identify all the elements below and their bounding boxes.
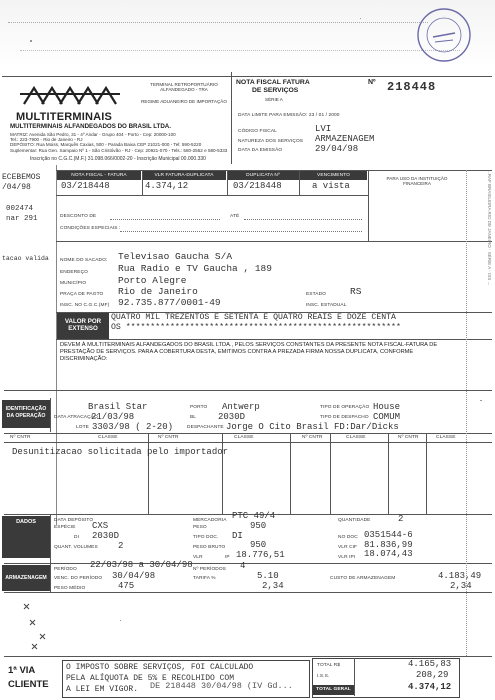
peso-medio: 475 [118, 581, 135, 591]
dados-side-label: DADOS [2, 516, 50, 558]
lote-label: LOTE [76, 425, 89, 430]
sacado-municipio-label: MUNICÍPIO [60, 281, 87, 286]
sacado-municipio: Porto Alegre [118, 275, 187, 286]
operacao-navio: Brasil Star [88, 402, 148, 412]
nota-limit: DATA LIMITE PARA EMISSÃO: 23 / 01 / 2000 [238, 113, 340, 118]
tarifa: 5.10 [257, 571, 279, 581]
sacado-praca: Rio de Janeiro [118, 286, 198, 297]
nota-number: 218448 [387, 80, 437, 94]
tipo-despacho: COMUM [373, 412, 401, 422]
codigo-label: CÓDIGO FISCAL [238, 129, 277, 134]
bl-value: 2030D [218, 412, 246, 422]
quant-volumes: 2 [118, 541, 124, 551]
left-edge-numbers: 002474 nar 291 [6, 205, 38, 223]
sacado-nome: Televisao Gaucha S/A [118, 251, 233, 262]
total-geral: 4.374,12 [408, 682, 452, 692]
total-geral-label: TOTAL GERAL [313, 685, 354, 695]
mercadoria-label: MERCADORIA [193, 518, 227, 523]
sacado-endereco-label: ENDEREÇO [60, 270, 88, 275]
armazenagem-side-label: ARMAZENAGEM [2, 565, 50, 591]
periodo: 22/03/98 a 30/04/98 [90, 560, 193, 570]
sacado-insc-estadual-label: INSC. ESTADUAL [306, 303, 347, 308]
atracacao-label: DATA ATRACAÇÃO [54, 415, 98, 420]
vlr-ip: 18.776,51 [236, 550, 285, 560]
data-deposito-label: DATA DEPÓSITO [54, 518, 94, 523]
tarifa-2: 2,34 [262, 581, 284, 591]
tipo-operacao: House [373, 402, 401, 412]
despachante: Jorge O Cito Brasil FD:Dar/Dicks [226, 422, 399, 432]
especie: CXS [92, 521, 109, 531]
office-stamp [415, 6, 473, 64]
sacado-estado-label: ESTADO [306, 292, 326, 297]
left-edge-stamp: tacao valida [2, 255, 49, 262]
nota-serie: SÉRIE A [265, 97, 283, 102]
vlr-ipi-label: VLR IPI [338, 555, 356, 560]
codigo-value: LVI [315, 124, 332, 134]
tipo-operacao-label: TIPO DE OPERAÇÃO [320, 405, 370, 410]
emissao-value: 29/04/98 [315, 144, 359, 154]
emissao-label: DATA DA EMISSÃO [238, 148, 283, 153]
extenso-label: VALOR POR EXTENSO [57, 313, 109, 339]
condicoes-label: CONDIÇÕES ESPECIAIS : [60, 226, 121, 231]
lote: 3303/98 ( 2-20) [92, 422, 174, 432]
vlr-cif-label: VLR CIF [338, 545, 358, 550]
overprint-text: DE 218448 30/04/98 (IV Gd... [150, 681, 293, 691]
tipo-despacho-label: TIPO DE DESPACHO [320, 415, 369, 420]
periodo-label: PERÍODO [54, 567, 77, 572]
vlr-label: VLR [193, 555, 203, 560]
operacao-porto: Antwerp [222, 402, 260, 412]
peso-medio-label: PESO MÉDIO [54, 586, 86, 591]
sacado-cgc-label: INSC. NO C.G.C.(MF) [60, 303, 110, 308]
custo-armazenagem-label: CUSTO DE ARMAZENAGEM [330, 576, 396, 581]
operacao-porto-label: PORTO [190, 405, 208, 410]
imposto-text: O IMPOSTO SOBRE SERVIÇOS, FOI CALCULADO PELA ALÍQUOTA DE 5% E RECOLHIDO COM A LEI EM VIGOR. [66, 663, 254, 694]
company-logo-name: MULTITERMINAIS [16, 111, 113, 123]
via-label: 1ª VIA CLIENTE [8, 665, 49, 690]
total-rs: 4.165,83 [408, 659, 452, 669]
quantidade-label: QUANTIDADE [338, 518, 371, 523]
venc-periodo-label: VENC. DO PERÍODO [54, 576, 103, 581]
sacado-cgc: 92.735.877/0001-49 [118, 297, 221, 308]
tipo-doc: DI [232, 531, 243, 541]
nota-title: NOTA FISCAL FATURA DE SERVIÇOS [236, 79, 310, 94]
custo-2: 2,34 [450, 581, 472, 591]
right-margin-text: ...RAF BRASILEIRA RIO DE JANEIRO · SÉRIE A · ISS ... [487, 170, 492, 286]
left-edge-receipt: ECEBEMOS /04/98 [2, 173, 41, 192]
itens-line: Desunitizacao solicitada pelo importador [12, 447, 229, 457]
desconto-label: DESCONTO DE [60, 214, 97, 219]
iss-label: I.S.S. [317, 674, 330, 679]
fatura-header-row: NOTA FISCAL - FATURA VLR FATURA-DUPLICATA DUPLICATA Nº VENCIMENTO [57, 171, 367, 180]
regime-label: REGIME ADUANEIRO DE IMPORTAÇÃO [141, 99, 227, 104]
nota-number-label: Nº [368, 79, 376, 86]
di-value: 2030D [92, 531, 120, 541]
fatura-value-row: 03/218448 4.374,12 03/218448 a vista [61, 181, 350, 191]
itens-header-row: Nº CNTR CLASSE Nº CNTR CLASSE Nº CNTR CLASSE Nº CNTR CLASSE [10, 435, 456, 440]
atracacao: 21/03/98 [91, 412, 135, 422]
quant-volumes-label: QUANT. VOLUMES [54, 545, 98, 550]
company-legal-name: MULTITERMINAIS ALFANDEGADOS DO BRASIL LTDA. [10, 123, 171, 130]
quantidade: 2 [398, 514, 404, 524]
operacao-side-label: IDENTIFICAÇÃO DA OPERAÇÃO [2, 400, 50, 428]
mercadoria: PTC 49/4 [232, 511, 276, 521]
uso-instituicao-label: PARA USO DA INSTITUIÇÃO FINANCEIRA [386, 176, 448, 187]
sacado-estado: RS [350, 286, 362, 297]
di-label: DI [74, 535, 79, 540]
n-periodos-label: Nº PERÍODOS [193, 567, 226, 572]
especie-label: ESPÉCIE [54, 525, 76, 530]
bl-label: BL [190, 415, 197, 420]
peso-label: PESO [193, 525, 207, 530]
extenso-value: QUATRO MIL TREZENTOS E SETENTA E QUATRO REAIS E DOZE CENTA OS ******************************************************** [111, 313, 401, 332]
natureza-label: NATUREZA DOS SERVIÇOS [238, 139, 304, 144]
sacado-nome-label: NOME DO SACADO: [60, 258, 108, 263]
company-address: MATRIZ: Avenida São Pedro, 31 - 4º Andar - Grupo 404 - Porto - Cep: 20000-100 Tel.: 223-7900 - Rio de Janeiro - RJ DEPÓSITO: Rua Moiss, Marquês Caxias, 500 - Parada Baixa CEP 21021-000 - Tel: 590-5220 Suplementar: Rua Gen. Sampaio Nº 1 - São Cristóvão - RJ - Cep: 20921-070 - Tels.: 580-2552 e 580-5333 [10, 132, 228, 153]
company-inscricao: Inscrição no C.G.C.(M.F.) 31.098.066/0002-20 - Inscrição Municipal 00.000.330 [30, 156, 206, 162]
venc-periodo: 30/04/98 [112, 571, 156, 581]
vlr-cif: 81.836,99 [364, 540, 413, 550]
peso-bruto: 950 [250, 540, 267, 550]
custo-armazenagem: 4.183,49 [438, 571, 482, 581]
vlr-ip-label: IP [225, 555, 230, 560]
despachante-label: DESPACHANTE [187, 425, 224, 430]
ate-label: ATÉ [230, 214, 240, 219]
n-periodos: 4 [240, 561, 246, 571]
tarifa-label: TARIFA % [193, 576, 216, 581]
blank-x-marks [18, 600, 78, 660]
iss: 208,29 [416, 670, 449, 680]
no-doc-label: NO DOC [338, 535, 358, 540]
total-rs-label: TOTAL R$ [317, 663, 341, 668]
declaration-text: DEVEM À MULTITERMINAIS ALFANDEGADOS DO BRASIL LTDA., PELOS SERVIÇOS CONSTANTES DA PRESENTE NOTA FISCAL-FATURA DE PRESTAÇÃO DE SERVIÇOS. PARA A COBERTURA DESTA, EMITIMOS CONTRA A PREZADA FIRMA NOSSA DUPLICATA, CONFORME DISCRIMINAÇÃO: [60, 342, 438, 362]
company-logo [20, 84, 120, 106]
sacado-endereco: Rua Radio e TV Gaucha , 189 [118, 263, 272, 274]
peso-bruto-label: PESO BRUTO [193, 545, 226, 550]
sacado-praca-label: PRAÇA DE PAGTO [60, 292, 104, 297]
no-doc: 0351544-6 [364, 530, 413, 540]
terminal-label: TERMINAL RETROPORTUÁRIO ALFANDEGADO - TRA [150, 82, 218, 93]
vlr-ipi: 18.074,43 [364, 549, 413, 559]
peso: 950 [250, 521, 267, 531]
tipo-doc-label: TIPO DOC. [193, 535, 219, 540]
natureza-value: ARMAZENAGEM [315, 134, 375, 144]
